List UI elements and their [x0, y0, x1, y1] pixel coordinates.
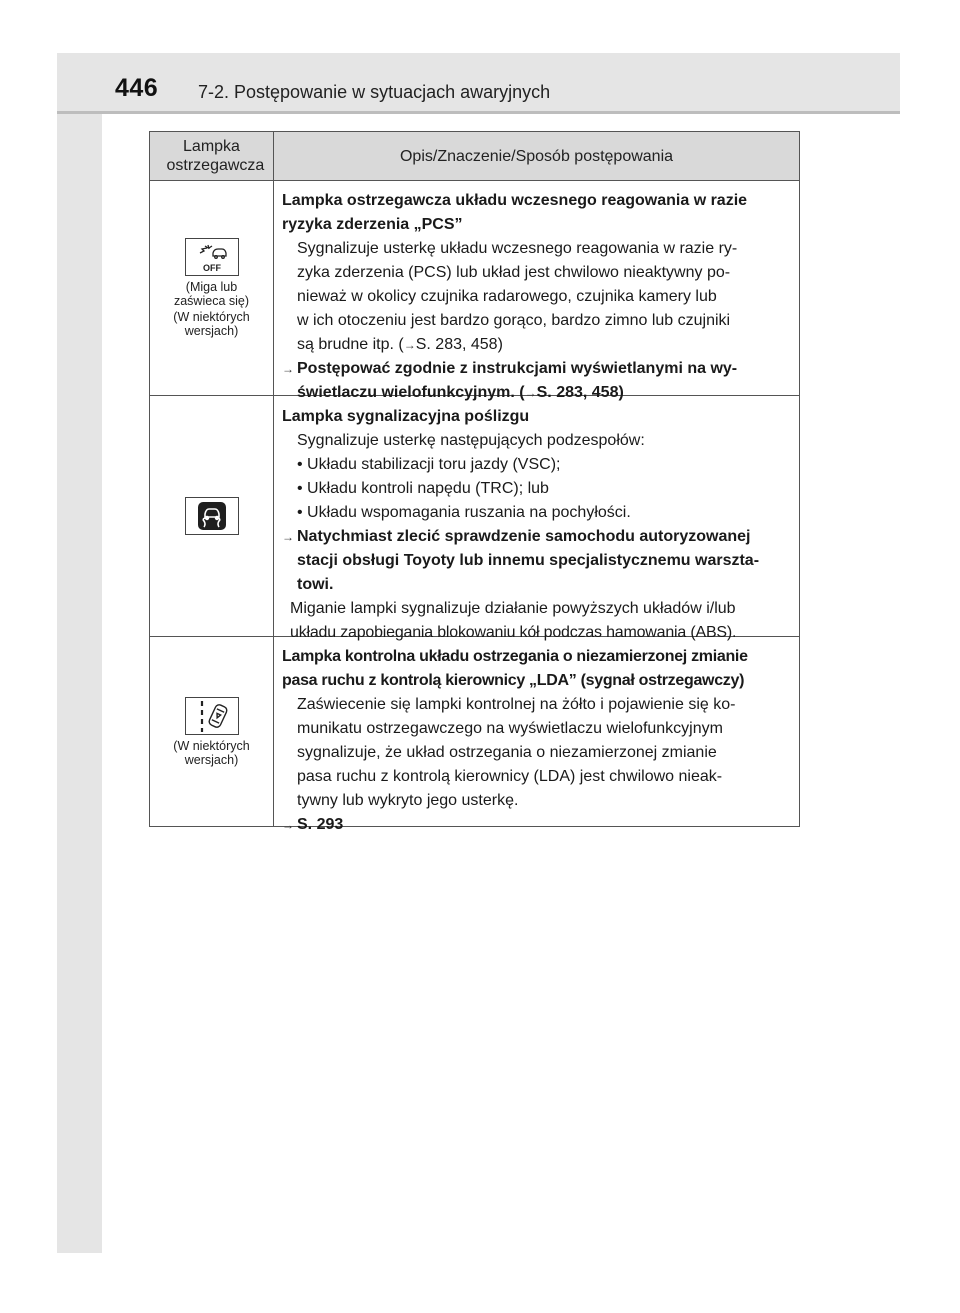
column-header-description: Opis/Znaczenie/Sposób postępowania: [399, 147, 674, 165]
warning-lamp-table: [149, 131, 800, 833]
description-line: zyka zderzenia (PCS) lub układ jest chwilowo nieaktywny po-: [297, 264, 731, 281]
note-line: układu zapobiegania blokowaniu kół podczas hamowania (ABS).: [290, 624, 737, 641]
side-strip: [57, 53, 102, 1253]
lda-lane-departure-icon: [185, 697, 239, 735]
table-row-pcs: [150, 180, 799, 401]
action-instruction: → Postępować zgodnie z instrukcjami wyświetlanymi na wy-: [282, 357, 791, 381]
arrow-icon: →: [282, 362, 294, 376]
lamp-caption: (Miga lub zaświeca się): [173, 280, 250, 308]
bullet-item: • Układu stabilizacji toru jazdy (VSC);: [297, 456, 561, 473]
pcs-off-icon: [185, 238, 239, 276]
table-header-row: [150, 132, 799, 180]
description-line: pasa ruchu z kontrolą kierownicy (LDA) jest chwilowo nieak-: [297, 768, 723, 785]
table-row-slip: [150, 395, 799, 641]
lamp-title: Lampka kontrolna układu ostrzegania o niezamierzonej zmianie: [282, 648, 748, 665]
slip-indicator-icon: [185, 497, 239, 535]
description-line: Sygnalizuje usterkę następujących podzespołów:: [297, 432, 645, 449]
note-line: Miganie lampki sygnalizuje działanie powyższych układów i/lub: [290, 600, 736, 617]
lamp-cell-slip: [150, 396, 274, 636]
bullet-item: • Układu wspomagania ruszania na pochyłości.: [297, 504, 631, 521]
action-instruction-cont: świetlaczu wielofunkcyjnym. (→S. 283, 458): [297, 384, 624, 401]
table-row-lda: [150, 636, 799, 833]
lamp-title: Lampka sygnalizacyjna poślizgu: [282, 408, 530, 425]
arrow-icon: →: [403, 338, 416, 352]
page-reference-link[interactable]: S. 283, 458): [536, 384, 624, 401]
description-line: Zaświecenie się lampki kontrolnej na żółto i pojawienie się ko-: [297, 696, 736, 713]
description-line-ref: są brudne itp. (→S. 283, 458): [297, 336, 503, 353]
lamp-cell-pcs: [150, 181, 274, 395]
lamp-title: Lampka ostrzegawcza układu wczesnego reagowania w razie: [282, 192, 748, 209]
lamp-cell-lda: [150, 637, 274, 826]
page-number: 446: [115, 74, 159, 102]
arrow-icon: →: [282, 530, 294, 544]
bullet-item: • Układu kontroli napędu (TRC); lub: [297, 480, 549, 497]
lamp-title-cont: pasa ruchu z kontrolą kierownicy „LDA” (sygnał ostrzegawczy): [282, 672, 745, 689]
column-header-lamp: Lampka ostrzegawcza: [150, 132, 274, 180]
description-line: munikatu ostrzegawczego na wyświetlaczu wielofunkcyjnym: [297, 720, 723, 737]
page-reference: [282, 813, 791, 837]
description-cell-pcs: [274, 181, 799, 401]
page-reference-link[interactable]: S. 283, 458): [415, 336, 503, 353]
lamp-caption-versions: (W niektórych wersjach): [173, 310, 250, 338]
header-divider: [57, 111, 900, 114]
arrow-icon: →: [524, 386, 537, 400]
description-line: sygnalizuje, że układ ostrzegania o niezamierzonej zmianie: [297, 744, 717, 761]
action-instruction: → Natychmiast zlecić sprawdzenie samochodu autoryzowanej: [282, 525, 791, 549]
description-line: nieważ w okolicy czujnika radarowego, czujnika kamery lub: [297, 288, 717, 305]
action-instruction-cont: stacji obsługi Toyoty lub innemu specjalistycznemu warszta-: [297, 552, 760, 569]
description-line: Sygnalizuje usterkę układu wczesnego reagowania w razie ry-: [297, 240, 738, 257]
lamp-title-cont: ryzyka zderzenia „PCS”: [282, 216, 463, 233]
page-reference-link[interactable]: S. 293: [297, 816, 344, 833]
description-line: w ich otoczeniu jest bardzo gorąco, bardzo zimno lub czujniki: [297, 312, 731, 329]
chapter-title: 7-2. Postępowanie w sytuacjach awaryjnych: [198, 82, 551, 102]
svg-text:OFF: OFF: [202, 263, 221, 273]
description-line: tywny lub wykryto jego usterkę.: [297, 792, 519, 809]
action-instruction-cont: towi.: [297, 576, 334, 593]
description-cell-lda: [274, 637, 799, 833]
arrow-icon: →: [282, 818, 294, 832]
description-cell-slip: [274, 396, 799, 641]
lamp-caption-versions: (W niektórych wersjach): [173, 738, 250, 767]
